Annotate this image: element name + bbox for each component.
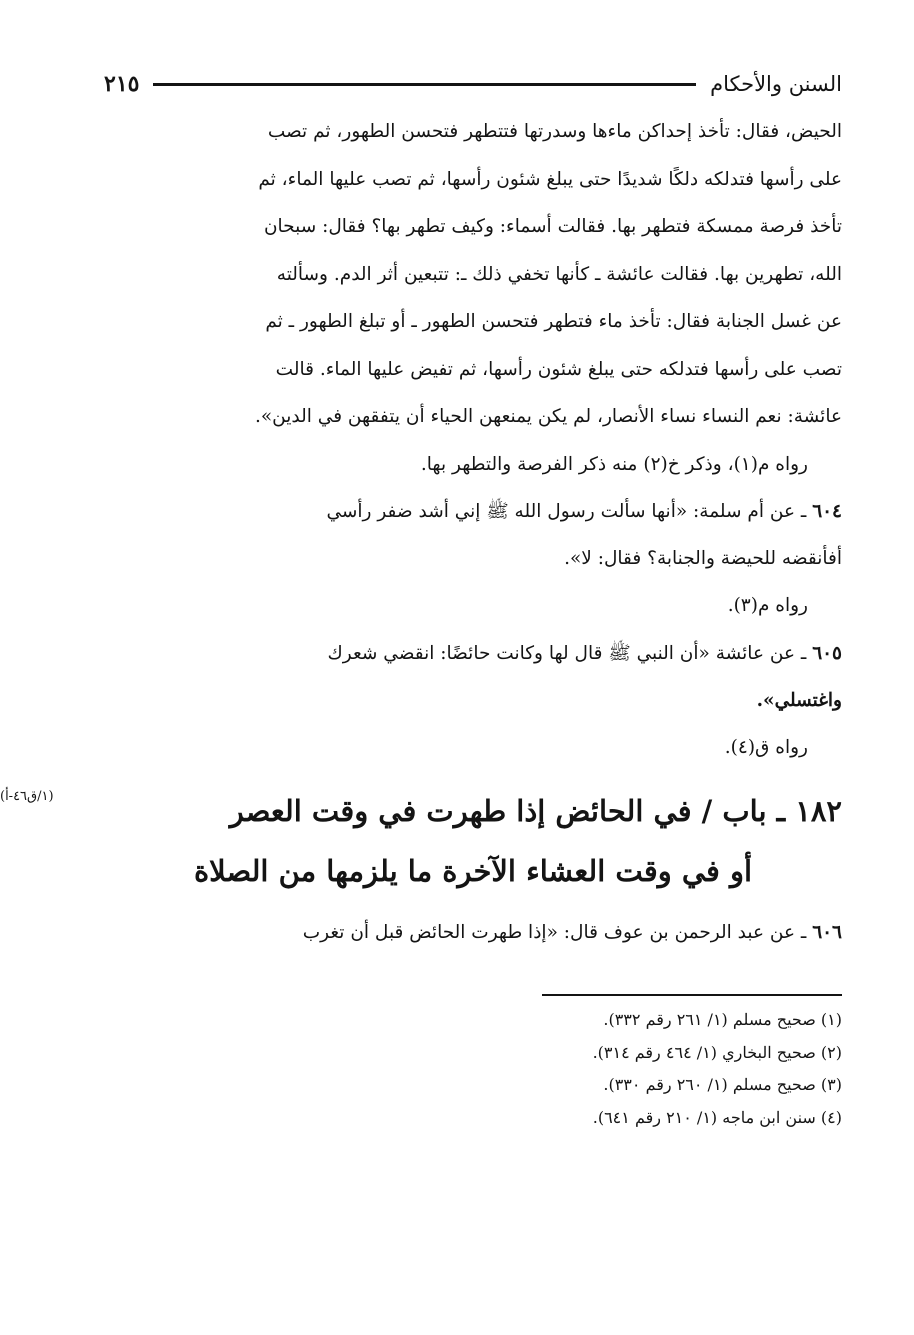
- source-citation: رواه ق(٤).: [724, 736, 808, 758]
- hadith-number: ٦٠٥: [812, 642, 842, 664]
- chapter-title-line: أو في وقت العشاء الآخرة ما يلزمها من الصلاة: [193, 854, 753, 888]
- text-line: الحيض، فقال: تأخذ إحداكن ماءها وسدرتها فتتطهر فتحسن الطهور، ثم تصب: [267, 121, 842, 142]
- hadith-line: [104, 488, 842, 535]
- hadith-text: ـ عن عبد الرحمن بن عوف قال: «إذا طهرت الحائض قبل أن تغرب: [302, 922, 807, 943]
- text-line: الله، تطهرين بها. فقالت عائشة ـ كأنها تخفي ذلك ـ: تتبعين أثر الدم. وسألته: [276, 263, 842, 285]
- hadith-605: [104, 630, 842, 724]
- footnote: (٤) سنن ابن ماجه (١/ ٢١٠ رقم ٦٤١).: [592, 1107, 842, 1127]
- source-citation: رواه م(٣).: [727, 595, 808, 616]
- hadith-line: [104, 909, 842, 956]
- hadith-number: ٦٠٦: [812, 922, 842, 943]
- text-line: تأخذ فرصة ممسكة فتطهر بها. فقالت أسماء: وكيف تطهر بها؟ فقال: سبحان: [263, 216, 842, 237]
- text-line: تصب على رأسها فتدلكه حتى يبلغ شئون رأسها، ثم تفيض عليها الماء. قالت: [275, 358, 842, 380]
- hadith-line: أفأنقضه للحيضة والجنابة؟ فقال: لا».: [564, 548, 842, 569]
- footnotes: [104, 1004, 842, 1134]
- text-line: على رأسها فتدلكه دلكًا شديدًا حتى يبلغ شئون رأسها، ثم تصب عليها الماء، ثم: [258, 168, 842, 190]
- page-header: [104, 60, 842, 108]
- hadith-text: ـ عن عائشة «أن النبي ﷺ قال لها وكانت حائضًا: انقضي شعرك: [327, 642, 807, 664]
- running-title: السنن والأحكام: [710, 72, 842, 96]
- hadith-number: ٦٠٤: [812, 501, 842, 522]
- hadith-line: [104, 630, 842, 677]
- text-line: عائشة: نعم النساء نساء الأنصار، لم يكن يمنعهن الحياء أن يتفقهن في الدين».: [254, 406, 842, 427]
- header-rule: [153, 83, 696, 86]
- chapter-title-line: ١٨٢ ـ باب / في الحائض إذا طهرت في وقت العصر: [229, 794, 842, 828]
- hadith-606: [104, 909, 842, 956]
- source-citation: رواه م(١)، وذكر خ(٢) منه ذكر الفرصة والتطهر بها.: [420, 453, 808, 475]
- footnote: (٣) صحيح مسلم (١/ ٢٦٠ رقم ٣٣٠).: [603, 1075, 842, 1094]
- text-line: عن غسل الجنابة فقال: تأخذ ماء فتطهر فتحسن الطهور ـ أو تبلغ الطهور ـ ثم: [265, 311, 842, 332]
- hadith-text: ـ عن أم سلمة: «أنها سألت رسول الله ﷺ إني أشد ضفر رأسي: [326, 501, 807, 522]
- footnote-rule: [542, 994, 842, 996]
- footnote: (١) صحيح مسلم (١/ ٢٦١ رقم ٣٣٢).: [603, 1010, 842, 1029]
- hadith-line: واغتسلي».: [756, 689, 842, 711]
- footnote: (٢) صحيح البخاري (١/ ٤٦٤ رقم ٣١٤).: [592, 1042, 842, 1062]
- book-page: [0, 60, 842, 1134]
- page-number: ٢١٥: [104, 71, 140, 97]
- paragraph-continuation: [104, 108, 842, 441]
- hadith-604: [104, 488, 842, 582]
- chapter-heading: [0, 781, 842, 909]
- manuscript-margin-ref: (١/ق٤٦-أ): [0, 789, 54, 804]
